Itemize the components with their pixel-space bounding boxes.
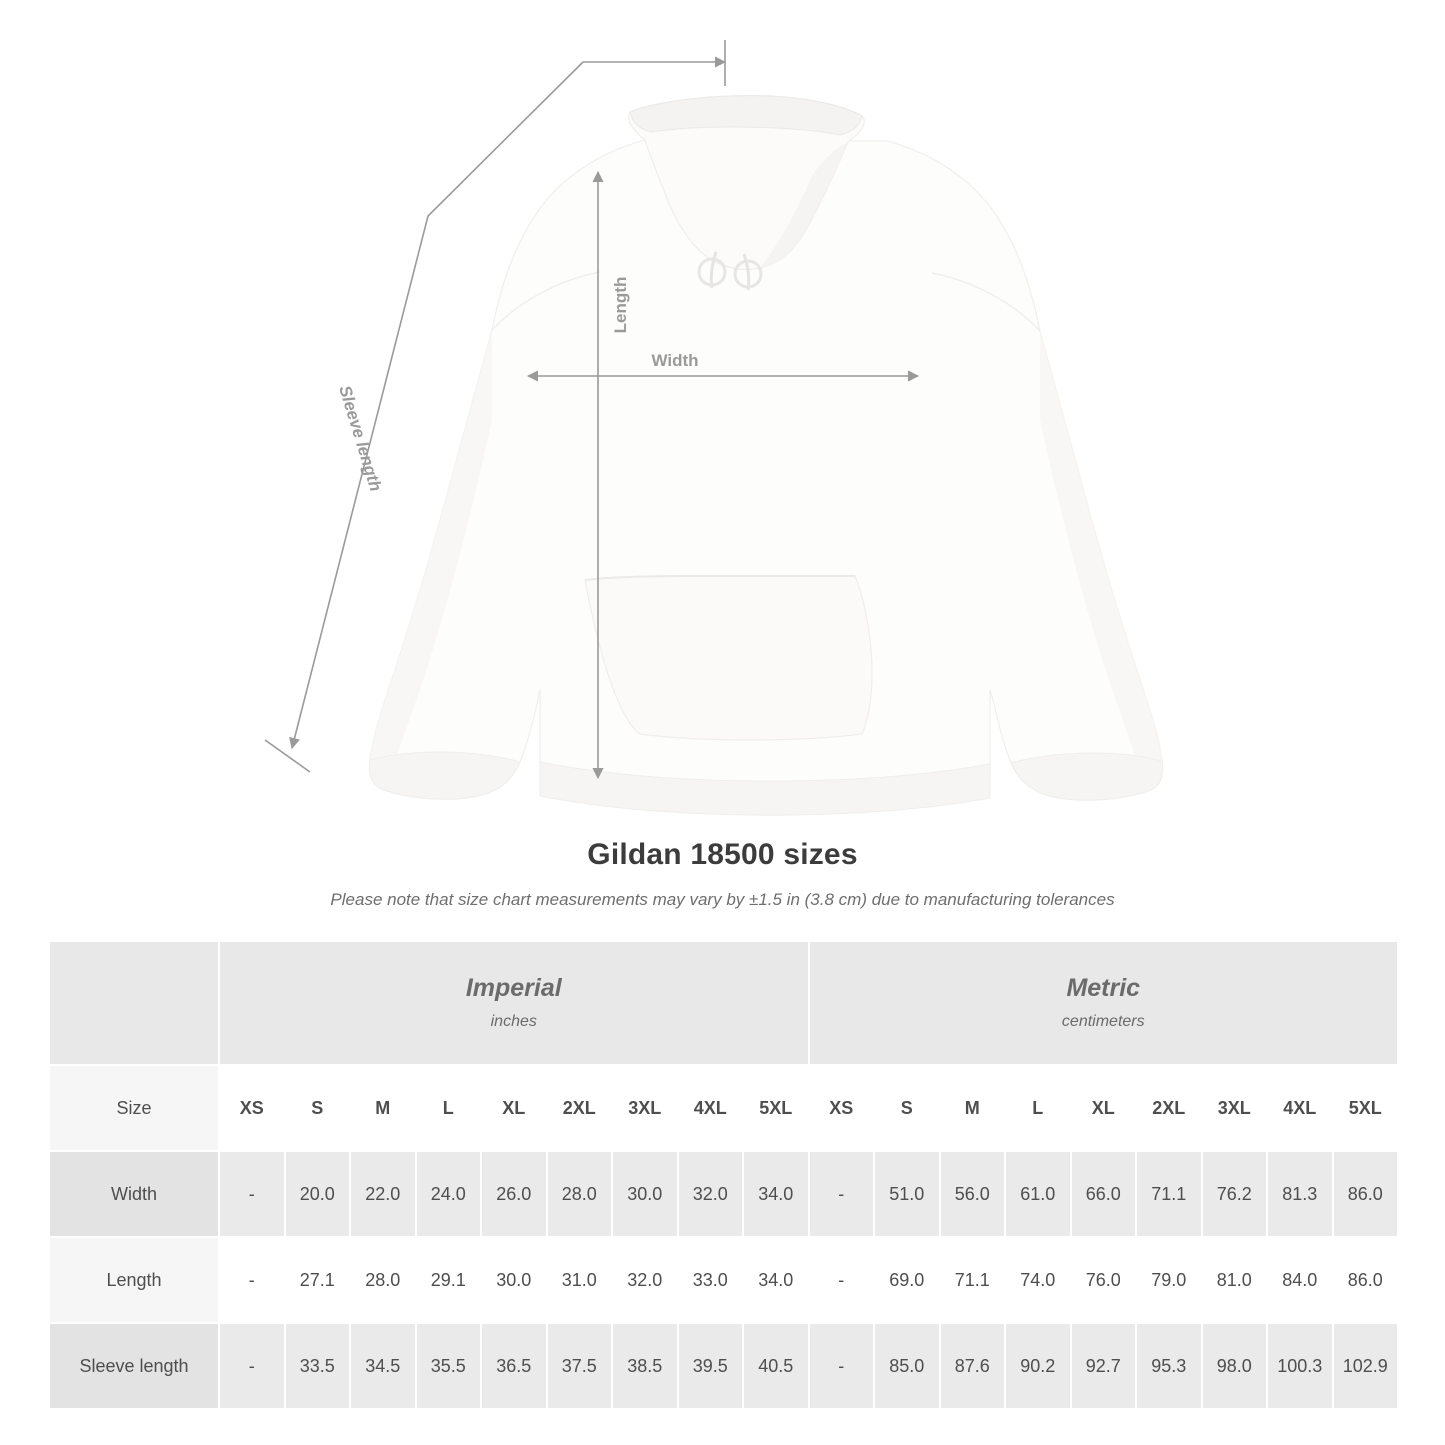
size-imperial-m: M xyxy=(350,1065,416,1151)
sleeve-metric-s: 85.0 xyxy=(874,1323,940,1409)
size-metric-xl: XL xyxy=(1071,1065,1137,1151)
unit-metric-cell xyxy=(809,941,1399,1065)
width-imperial-4xl: 32.0 xyxy=(678,1151,744,1237)
row-header-sleeve-length: Sleeve length xyxy=(49,1323,219,1409)
width-metric-3xl: 76.2 xyxy=(1202,1151,1268,1237)
width-imperial-5xl: 34.0 xyxy=(743,1151,809,1237)
size-imperial-xl: XL xyxy=(481,1065,547,1151)
size-imperial-s: S xyxy=(285,1065,351,1151)
length-metric-4xl: 84.0 xyxy=(1267,1237,1333,1323)
length-imperial-xl: 30.0 xyxy=(481,1237,547,1323)
size-metric-3xl: 3XL xyxy=(1202,1065,1268,1151)
sleeve-metric-4xl: 100.3 xyxy=(1267,1323,1333,1409)
size-chart-table-wrap xyxy=(48,940,1397,1410)
sleeve-imperial-xl: 36.5 xyxy=(481,1323,547,1409)
unit-header-row xyxy=(49,941,1398,1065)
size-imperial-l: L xyxy=(416,1065,482,1151)
width-imperial-xl: 26.0 xyxy=(481,1151,547,1237)
length-imperial-l: 29.1 xyxy=(416,1237,482,1323)
size-metric-l: L xyxy=(1005,1065,1071,1151)
sleeve-metric-m: 87.6 xyxy=(940,1323,1006,1409)
table-row-size xyxy=(49,1065,1398,1151)
sleeve-imperial-m: 34.5 xyxy=(350,1323,416,1409)
sleeve-metric-l: 90.2 xyxy=(1005,1323,1071,1409)
length-metric-2xl: 79.0 xyxy=(1136,1237,1202,1323)
sleeve-metric-5xl: 102.9 xyxy=(1333,1323,1399,1409)
sleeve-metric-2xl: 95.3 xyxy=(1136,1323,1202,1409)
unit-imperial-name: Imperial xyxy=(465,974,562,1003)
page-title: Gildan 18500 sizes xyxy=(587,838,858,871)
sleeve-metric-xl: 92.7 xyxy=(1071,1323,1137,1409)
size-metric-m: M xyxy=(940,1065,1006,1151)
sleeve-metric-3xl: 98.0 xyxy=(1202,1323,1268,1409)
width-metric-m: 56.0 xyxy=(940,1151,1006,1237)
length-metric-s: 69.0 xyxy=(874,1237,940,1323)
unit-spacer-cell xyxy=(49,941,219,1065)
width-imperial-xs: - xyxy=(219,1151,285,1237)
size-imperial-5xl: 5XL xyxy=(743,1065,809,1151)
sleeve-imperial-2xl: 37.5 xyxy=(547,1323,613,1409)
length-imperial-5xl: 34.0 xyxy=(743,1237,809,1323)
length-metric-xl: 76.0 xyxy=(1071,1237,1137,1323)
width-imperial-m: 22.0 xyxy=(350,1151,416,1237)
size-metric-2xl: 2XL xyxy=(1136,1065,1202,1151)
sleeve-length-label: Sleeve length xyxy=(335,383,386,494)
sleeve-imperial-l: 35.5 xyxy=(416,1323,482,1409)
length-metric-5xl: 86.0 xyxy=(1333,1237,1399,1323)
size-metric-s: S xyxy=(874,1065,940,1151)
width-metric-4xl: 81.3 xyxy=(1267,1151,1333,1237)
unit-imperial-cell xyxy=(219,941,809,1065)
sleeve-imperial-3xl: 38.5 xyxy=(612,1323,678,1409)
unit-imperial-sub: inches xyxy=(490,1012,537,1030)
size-imperial-2xl: 2XL xyxy=(547,1065,613,1151)
size-imperial-4xl: 4XL xyxy=(678,1065,744,1151)
unit-metric-sub: centimeters xyxy=(1061,1012,1145,1030)
length-metric-3xl: 81.0 xyxy=(1202,1237,1268,1323)
width-metric-5xl: 86.0 xyxy=(1333,1151,1399,1237)
width-imperial-s: 20.0 xyxy=(285,1151,351,1237)
unit-metric-name: Metric xyxy=(1066,974,1141,1003)
length-imperial-4xl: 33.0 xyxy=(678,1237,744,1323)
width-metric-l: 61.0 xyxy=(1005,1151,1071,1237)
size-metric-4xl: 4XL xyxy=(1267,1065,1333,1151)
length-imperial-xs: - xyxy=(219,1237,285,1323)
sleeve-imperial-s: 33.5 xyxy=(285,1323,351,1409)
hoodie-body-shape xyxy=(370,96,1163,815)
size-imperial-xs: XS xyxy=(219,1065,285,1151)
width-metric-2xl: 71.1 xyxy=(1136,1151,1202,1237)
sleeve-imperial-5xl: 40.5 xyxy=(743,1323,809,1409)
row-header-width: Width xyxy=(49,1151,219,1237)
width-imperial-2xl: 28.0 xyxy=(547,1151,613,1237)
length-metric-l: 74.0 xyxy=(1005,1237,1071,1323)
length-imperial-2xl: 31.0 xyxy=(547,1237,613,1323)
size-chart-table xyxy=(48,940,1399,1410)
width-metric-xs: - xyxy=(809,1151,875,1237)
sleeve-imperial-xs: - xyxy=(219,1323,285,1409)
table-row-length xyxy=(49,1237,1398,1323)
length-metric-m: 71.1 xyxy=(940,1237,1006,1323)
length-imperial-3xl: 32.0 xyxy=(612,1237,678,1323)
sleeve-imperial-4xl: 39.5 xyxy=(678,1323,744,1409)
size-metric-5xl: 5XL xyxy=(1333,1065,1399,1151)
width-metric-xl: 66.0 xyxy=(1071,1151,1137,1237)
length-label: Length xyxy=(611,276,630,334)
length-metric-xs: - xyxy=(809,1237,875,1323)
width-metric-s: 51.0 xyxy=(874,1151,940,1237)
width-label: Width xyxy=(651,351,699,370)
row-header-length: Length xyxy=(49,1237,219,1323)
row-header-size: Size xyxy=(49,1065,219,1151)
size-metric-xs: XS xyxy=(809,1065,875,1151)
table-row-width xyxy=(49,1151,1398,1237)
length-imperial-m: 28.0 xyxy=(350,1237,416,1323)
size-imperial-3xl: 3XL xyxy=(612,1065,678,1151)
length-imperial-s: 27.1 xyxy=(285,1237,351,1323)
width-imperial-l: 24.0 xyxy=(416,1151,482,1237)
width-imperial-3xl: 30.0 xyxy=(612,1151,678,1237)
table-row-sleeve-length xyxy=(49,1323,1398,1409)
sleeve-metric-xs: - xyxy=(809,1323,875,1409)
tolerance-note: Please note that size chart measurements may vary by ±1.5 in (3.8 cm) due to manufacturing tolerances xyxy=(330,890,1115,909)
